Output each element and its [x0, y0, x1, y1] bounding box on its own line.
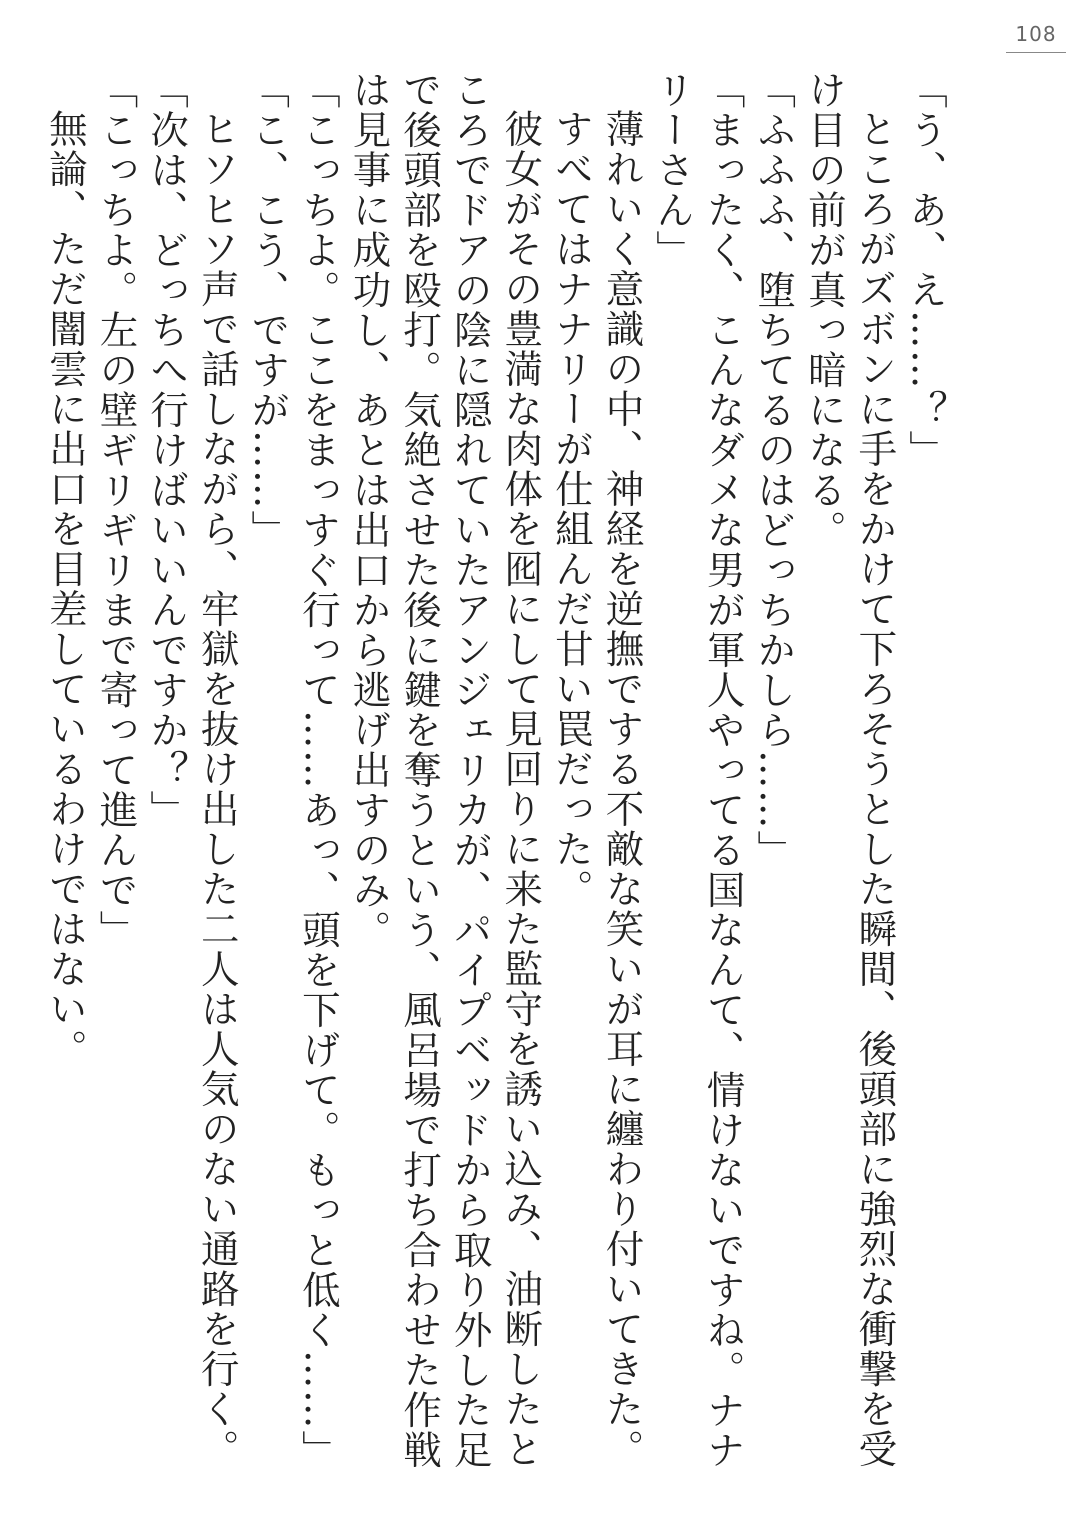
- paragraph: 彼女がその豊満な肉体を囮にして見回りに来た監守を誘い込み、油断したところでドアの陰に隠れていたアンジェリカが、パイプベッドから取り外した足で後頭部を殴打。気絶させた後に鍵を奪うという、風呂場で打ち合わせた作戦は見事に成功し、あとは出口から逃げ出すのみ。: [346, 70, 544, 1470]
- paragraph: 「う、あ、え……？」: [903, 70, 948, 470]
- body-text: [42, 70, 950, 1490]
- paragraph: ヒソヒソ声で話しながら、牢獄を抜け出した二人は人気のない通路を行く。: [194, 108, 240, 1469]
- paragraph: 「ふふふ、堕ちてるのはどっちかしら……」: [751, 70, 797, 870]
- paragraph: 「こっちよ。左の壁ギリギリまで寄って進んで」: [93, 70, 139, 950]
- paragraph: 無論、ただ闇雲に出口を目差しているわけではない。: [42, 108, 88, 1069]
- paragraph: ところがズボンに手をかけて下ろそうとした瞬間、後頭部に強烈な衝撃を受け目の前が真っ暗になる。: [801, 70, 898, 1469]
- paragraph: すべてはナナリーが仕組んだ甘い罠だった。: [548, 108, 594, 909]
- page-number: 108: [1006, 22, 1066, 53]
- paragraph: 「こ、こう、ですが……」: [245, 70, 291, 550]
- paragraph: 「まったく、こんなダメな男が軍人やってる国なんて、情けないですね。ナナリーさん」: [650, 70, 746, 1470]
- paragraph: 薄れいく意識の中、神経を逆撫でする不敵な笑いが耳に纏わり付いてきた。: [599, 108, 645, 1469]
- paragraph: 「次は、どっちへ行けばいいんですか？」: [144, 70, 190, 830]
- paragraph: 「こっちよ。ここをまっすぐ行って……あっ、頭を下げて。もっと低く……」: [295, 70, 341, 1470]
